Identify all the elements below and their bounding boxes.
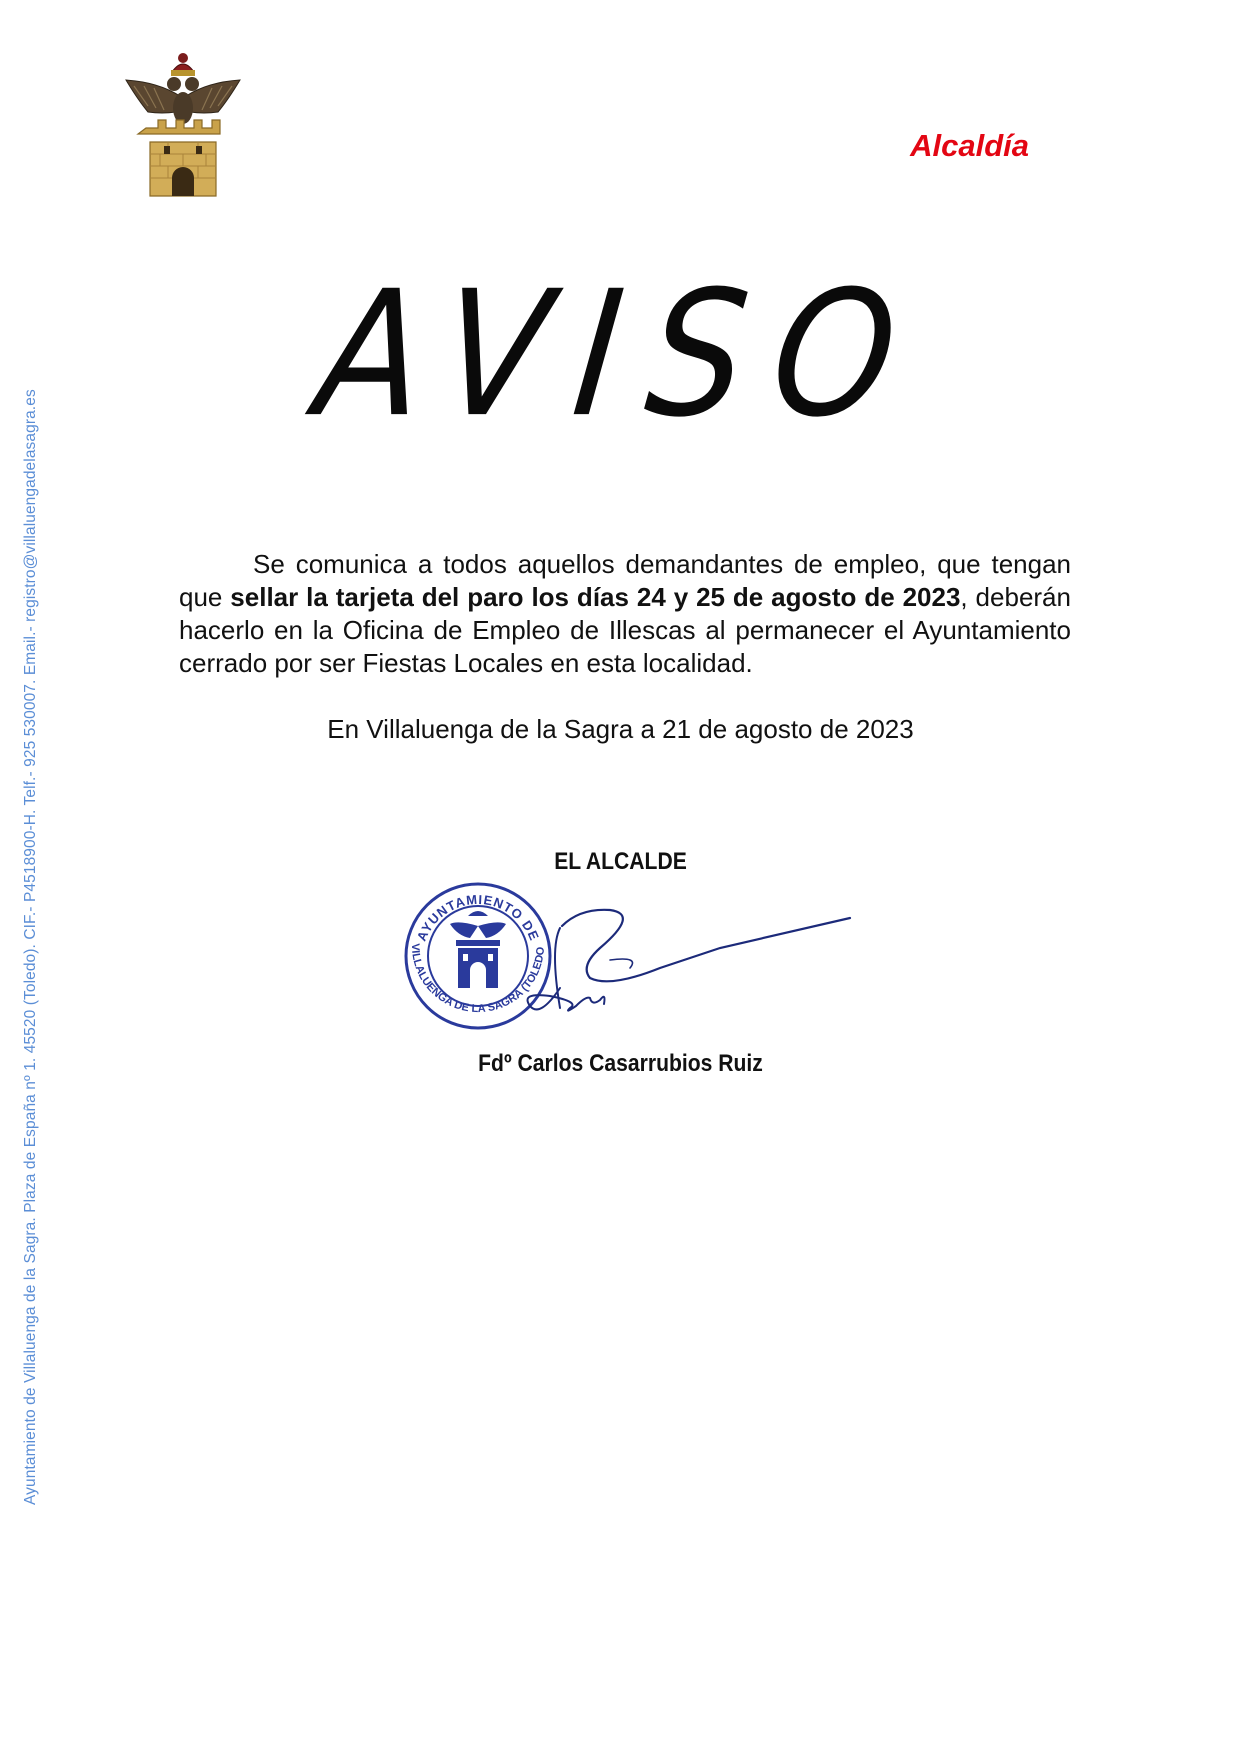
sidebar-contact-text: Ayuntamiento de Villaluenga de la Sagra. Plaza de España nº 1. 45520 (Toledo). CIF.- P4518900-H. Telf.- 925 530007. Email.- registro@villaluengadelasagra.es	[22, 389, 39, 1505]
signer-name: Fdº Carlos Casarrubios Ruiz	[478, 1050, 763, 1077]
notice-title: AVISO	[308, 254, 933, 456]
notice-paragraph	[179, 548, 1071, 680]
seal-top-text: AYUNTAMIENTO DE	[413, 891, 543, 944]
eagle-tower-crest-icon	[118, 50, 248, 200]
handwritten-signature	[520, 888, 880, 1038]
signer-title: EL ALCALDE	[554, 848, 687, 875]
alcaldia-label: Alcaldía	[910, 128, 1029, 163]
place-date: En Villaluenga de la Sagra a 21 de agosto de 2023	[327, 714, 914, 744]
paragraph-text-end: , deberán hacerlo en la Oficina de Empleo de Illescas al permanecer el Ayuntamiento cerrado por ser Fiestas Locales en esta localidad.	[179, 582, 1071, 678]
paragraph-highlight: sellar la tarjeta del paro los días 24 y 25 de agosto de 2023	[230, 582, 961, 612]
paragraph-text-start: Se comunica a todos aquellos demandantes de empleo, que tengan que	[179, 549, 1071, 612]
seal-bottom-text: VILLALUENGA DE LA SAGRA (TOLEDO	[408, 943, 548, 1016]
